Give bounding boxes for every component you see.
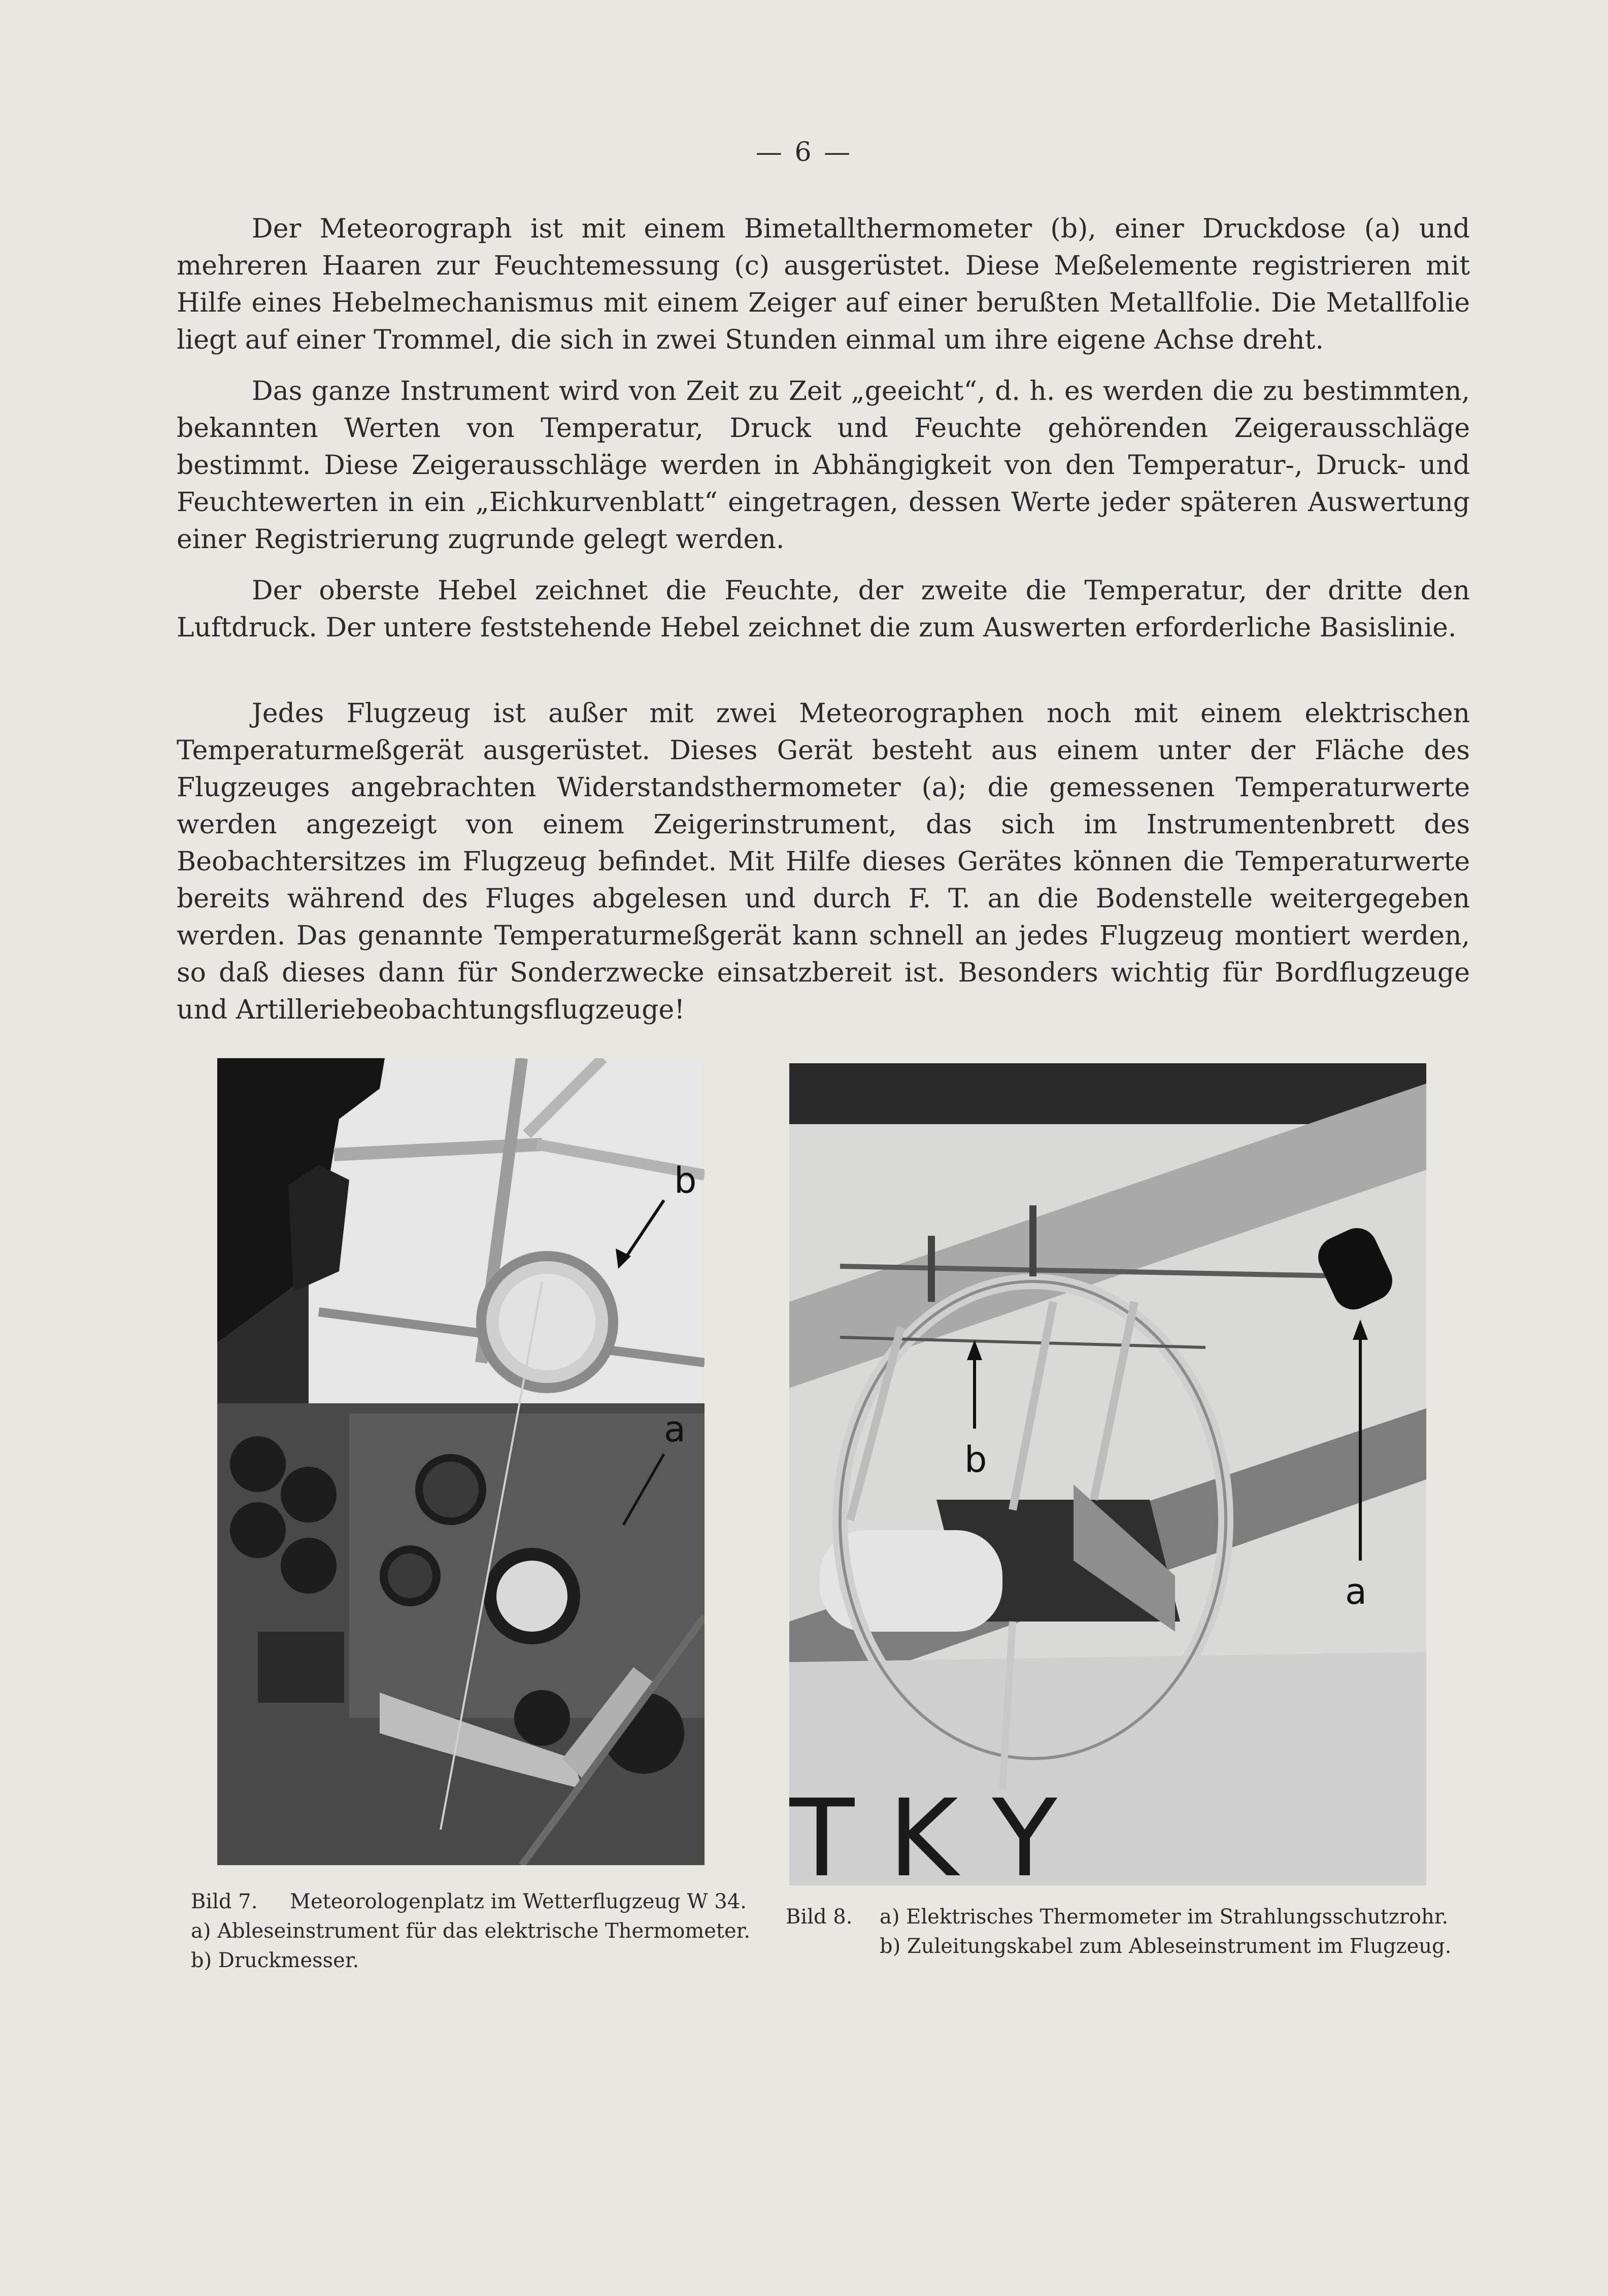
label-b: b xyxy=(964,1439,987,1480)
caption-number: Bild 7. xyxy=(191,1890,258,1913)
paragraph: Der Meteorograph ist mit einem Bimetallthermometer (b), einer Druckdose (a) und mehreren Haaren zur Feuchtemessung (c) ausgerüstet. Diese Meßelemente registrieren mit Hilfe eines Hebelmechanismus mit einem Zeiger auf einer berußten Metallfolie. Die Metallfolie liegt auf einer Trommel, die sich in zwei Stunden einmal um ihre eigene Achse dreht. xyxy=(177,214,1470,355)
figure-caption-bild-8 xyxy=(786,1902,1452,1961)
caption-title: Meteorologenplatz im Wetterflugzeug W 34. xyxy=(290,1890,747,1913)
svg-text:T K Y: T K Y xyxy=(789,1776,1057,1885)
paragraph: Das ganze Instrument wird von Zeit zu Zeit „geeicht“, d. h. es werden die zu bestimmten, bekannten Werten von Temperatur, Druck und Feuchte gehörenden Zeigerausschläge bestimmt. Diese Zeigerausschläge werden in Abhängigkeit von den Temperatur-, Druck- und Feuchtewerten in ein „Eichkurvenblatt“ eingetragen, dessen Werte jeder späteren Auswertung einer Registrierung zugrunde gelegt werden. xyxy=(177,376,1470,555)
caption-number: Bild 8. xyxy=(786,1905,853,1929)
caption-item-b: b) Druckmesser. xyxy=(191,1949,359,1972)
paragraph: Jedes Flugzeug ist außer mit zwei Meteorographen noch mit einem elektrischen Temperaturmeßgerät ausgerüstet. Dieses Gerät besteht aus einem unter der Fläche des Flugzeuges angebrachten Widerstandsthermometer (a); die gemessenen Temperaturwerte werden angezeigt von einem Zeigerinstrument, das sich im Instrumentenbrett des Beobachtersitzes im Flugzeug befindet. Mit Hilfe dieses Gerätes können die Temperaturwerte bereits während des Fluges abgelesen und durch F. T. an die Bodenstelle weitergegeben werden. Das genannte Temperaturmeßgerät kann schnell an jedes Flugzeug montiert werden, so daß dieses dann für Sonderzwecke einsatzbereit ist. Besonders wichtig für Bordflugzeuge und Artilleriebeobachtungsflugzeuge! xyxy=(177,698,1470,1025)
label-a: a xyxy=(664,1408,686,1450)
figure-caption-bild-7 xyxy=(191,1887,751,1975)
label-b: b xyxy=(674,1160,697,1201)
caption-item-a: Bild 8. a) Elektrisches Thermometer im Strahlungsschutzrohr. xyxy=(786,1902,1446,1932)
text-block-temperature-device xyxy=(177,695,1470,1043)
caption-item-a: a) Ableseinstrument für das elektrische Thermometer. xyxy=(191,1919,751,1943)
label-a: a xyxy=(1345,1571,1367,1612)
caption-item-b: b) Zuleitungskabel zum Ableseinstrument im Flugzeug. xyxy=(880,1935,1452,1958)
caption-title-row xyxy=(191,1887,747,1916)
photo-cockpit-meteorologist-seat xyxy=(217,1058,705,1865)
page-number: — 6 — xyxy=(755,137,853,167)
thermometer-photo-illustration xyxy=(789,1063,1426,1885)
cockpit-photo-illustration xyxy=(217,1058,705,1865)
photo-thermometer-radiation-shield xyxy=(789,1063,1426,1885)
text-block-meteorograph xyxy=(177,211,1470,661)
paragraph: Der oberste Hebel zeichnet die Feuchte, der zweite die Temperatur, der dritte den Luftdruck. Der untere feststehende Hebel zeichnet die zum Auswerten erforderliche Basislinie. xyxy=(177,576,1470,643)
